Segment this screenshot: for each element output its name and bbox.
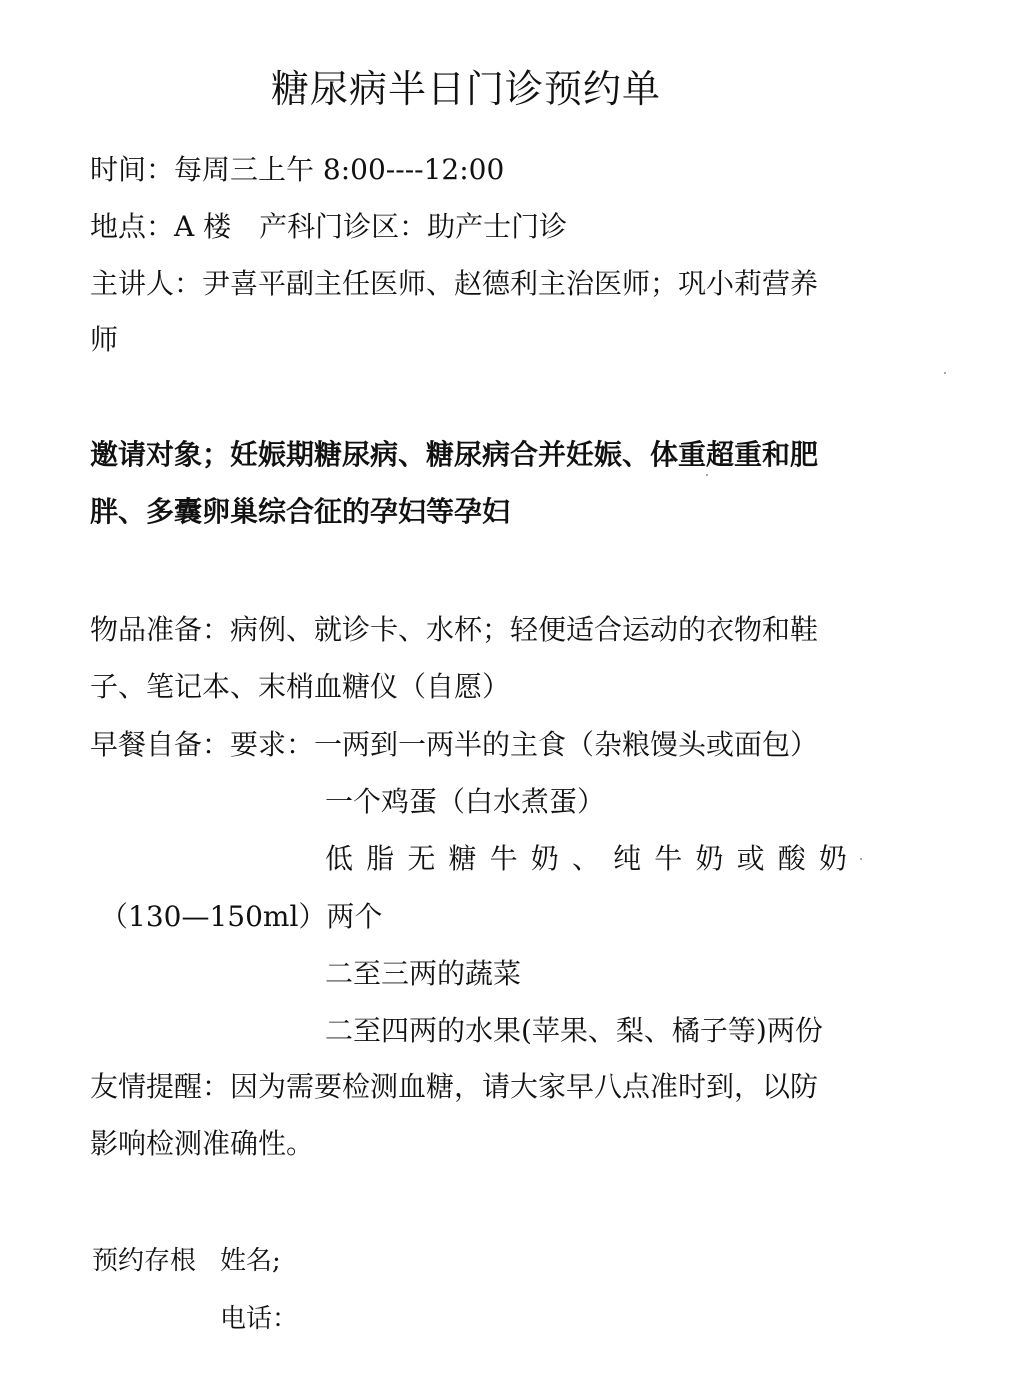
- milk-line-char: 牛: [489, 842, 518, 875]
- stub-label: 预约存根: [92, 1246, 197, 1276]
- speaker-line-2: 师: [90, 323, 119, 356]
- phone-label: 电话：: [220, 1304, 299, 1334]
- milk-line-char: 脂: [366, 842, 395, 875]
- milk-line-char: 无: [407, 842, 436, 875]
- name-label: 姓名;: [220, 1246, 281, 1276]
- time-line: 时间：每周三上午 8:00----12:00: [90, 153, 505, 186]
- milk-line-char: 低: [325, 842, 354, 875]
- speaker-line-1: 主讲人：尹喜平副主任医师、赵德利主治医师；巩小莉营养: [90, 267, 819, 300]
- breakfast-egg: 一个鸡蛋（白水煮蛋）: [325, 785, 606, 818]
- items-line-1: 物品准备：病例、就诊卡、水杯；轻便适合运动的衣物和鞋: [90, 613, 819, 646]
- reminder-line-2: 影响检测准确性。: [90, 1127, 315, 1160]
- milk-line-char: 奶: [530, 842, 559, 875]
- breakfast-milk-line-2: （130—150ml）两个: [100, 900, 383, 933]
- items-line-2: 子、笔记本、末梢血糖仪（自愿）: [90, 670, 511, 703]
- place-line: 地点：A 楼 产科门诊区：助产士门诊: [90, 210, 568, 243]
- invite-line-1: 邀请对象；妊娠期糖尿病、糖尿病合并妊娠、体重超重和肥: [90, 438, 819, 471]
- breakfast-milk-line-1: [325, 842, 847, 875]
- milk-line-char: 糖: [448, 842, 477, 875]
- milk-line-char: 纯: [613, 842, 642, 875]
- invite-line-2: 胖、多囊卵巢综合征的孕妇等孕妇: [90, 495, 511, 528]
- breakfast-vegetables: 二至三两的蔬菜: [325, 957, 522, 990]
- milk-line-char: 或: [736, 842, 765, 875]
- milk-line-char: 奶: [818, 842, 847, 875]
- scan-speck: [706, 474, 708, 476]
- scan-speck: [860, 858, 862, 860]
- milk-line-char: 牛: [654, 842, 683, 875]
- milk-line-char: 、: [571, 842, 600, 875]
- breakfast-line-1: 早餐自备：要求：一两到一两半的主食（杂粮馒头或面包）: [90, 728, 819, 761]
- milk-line-char: 酸: [777, 842, 806, 875]
- breakfast-fruit: 二至四两的水果(苹果、梨、橘子等)两份: [325, 1014, 823, 1047]
- reminder-line-1: 友情提醒：因为需要检测血糖，请大家早八点准时到，以防: [90, 1070, 819, 1103]
- milk-line-char: 奶: [695, 842, 724, 875]
- scan-speck: [944, 372, 946, 374]
- page-title: 糖尿病半日门诊预约单: [270, 67, 661, 111]
